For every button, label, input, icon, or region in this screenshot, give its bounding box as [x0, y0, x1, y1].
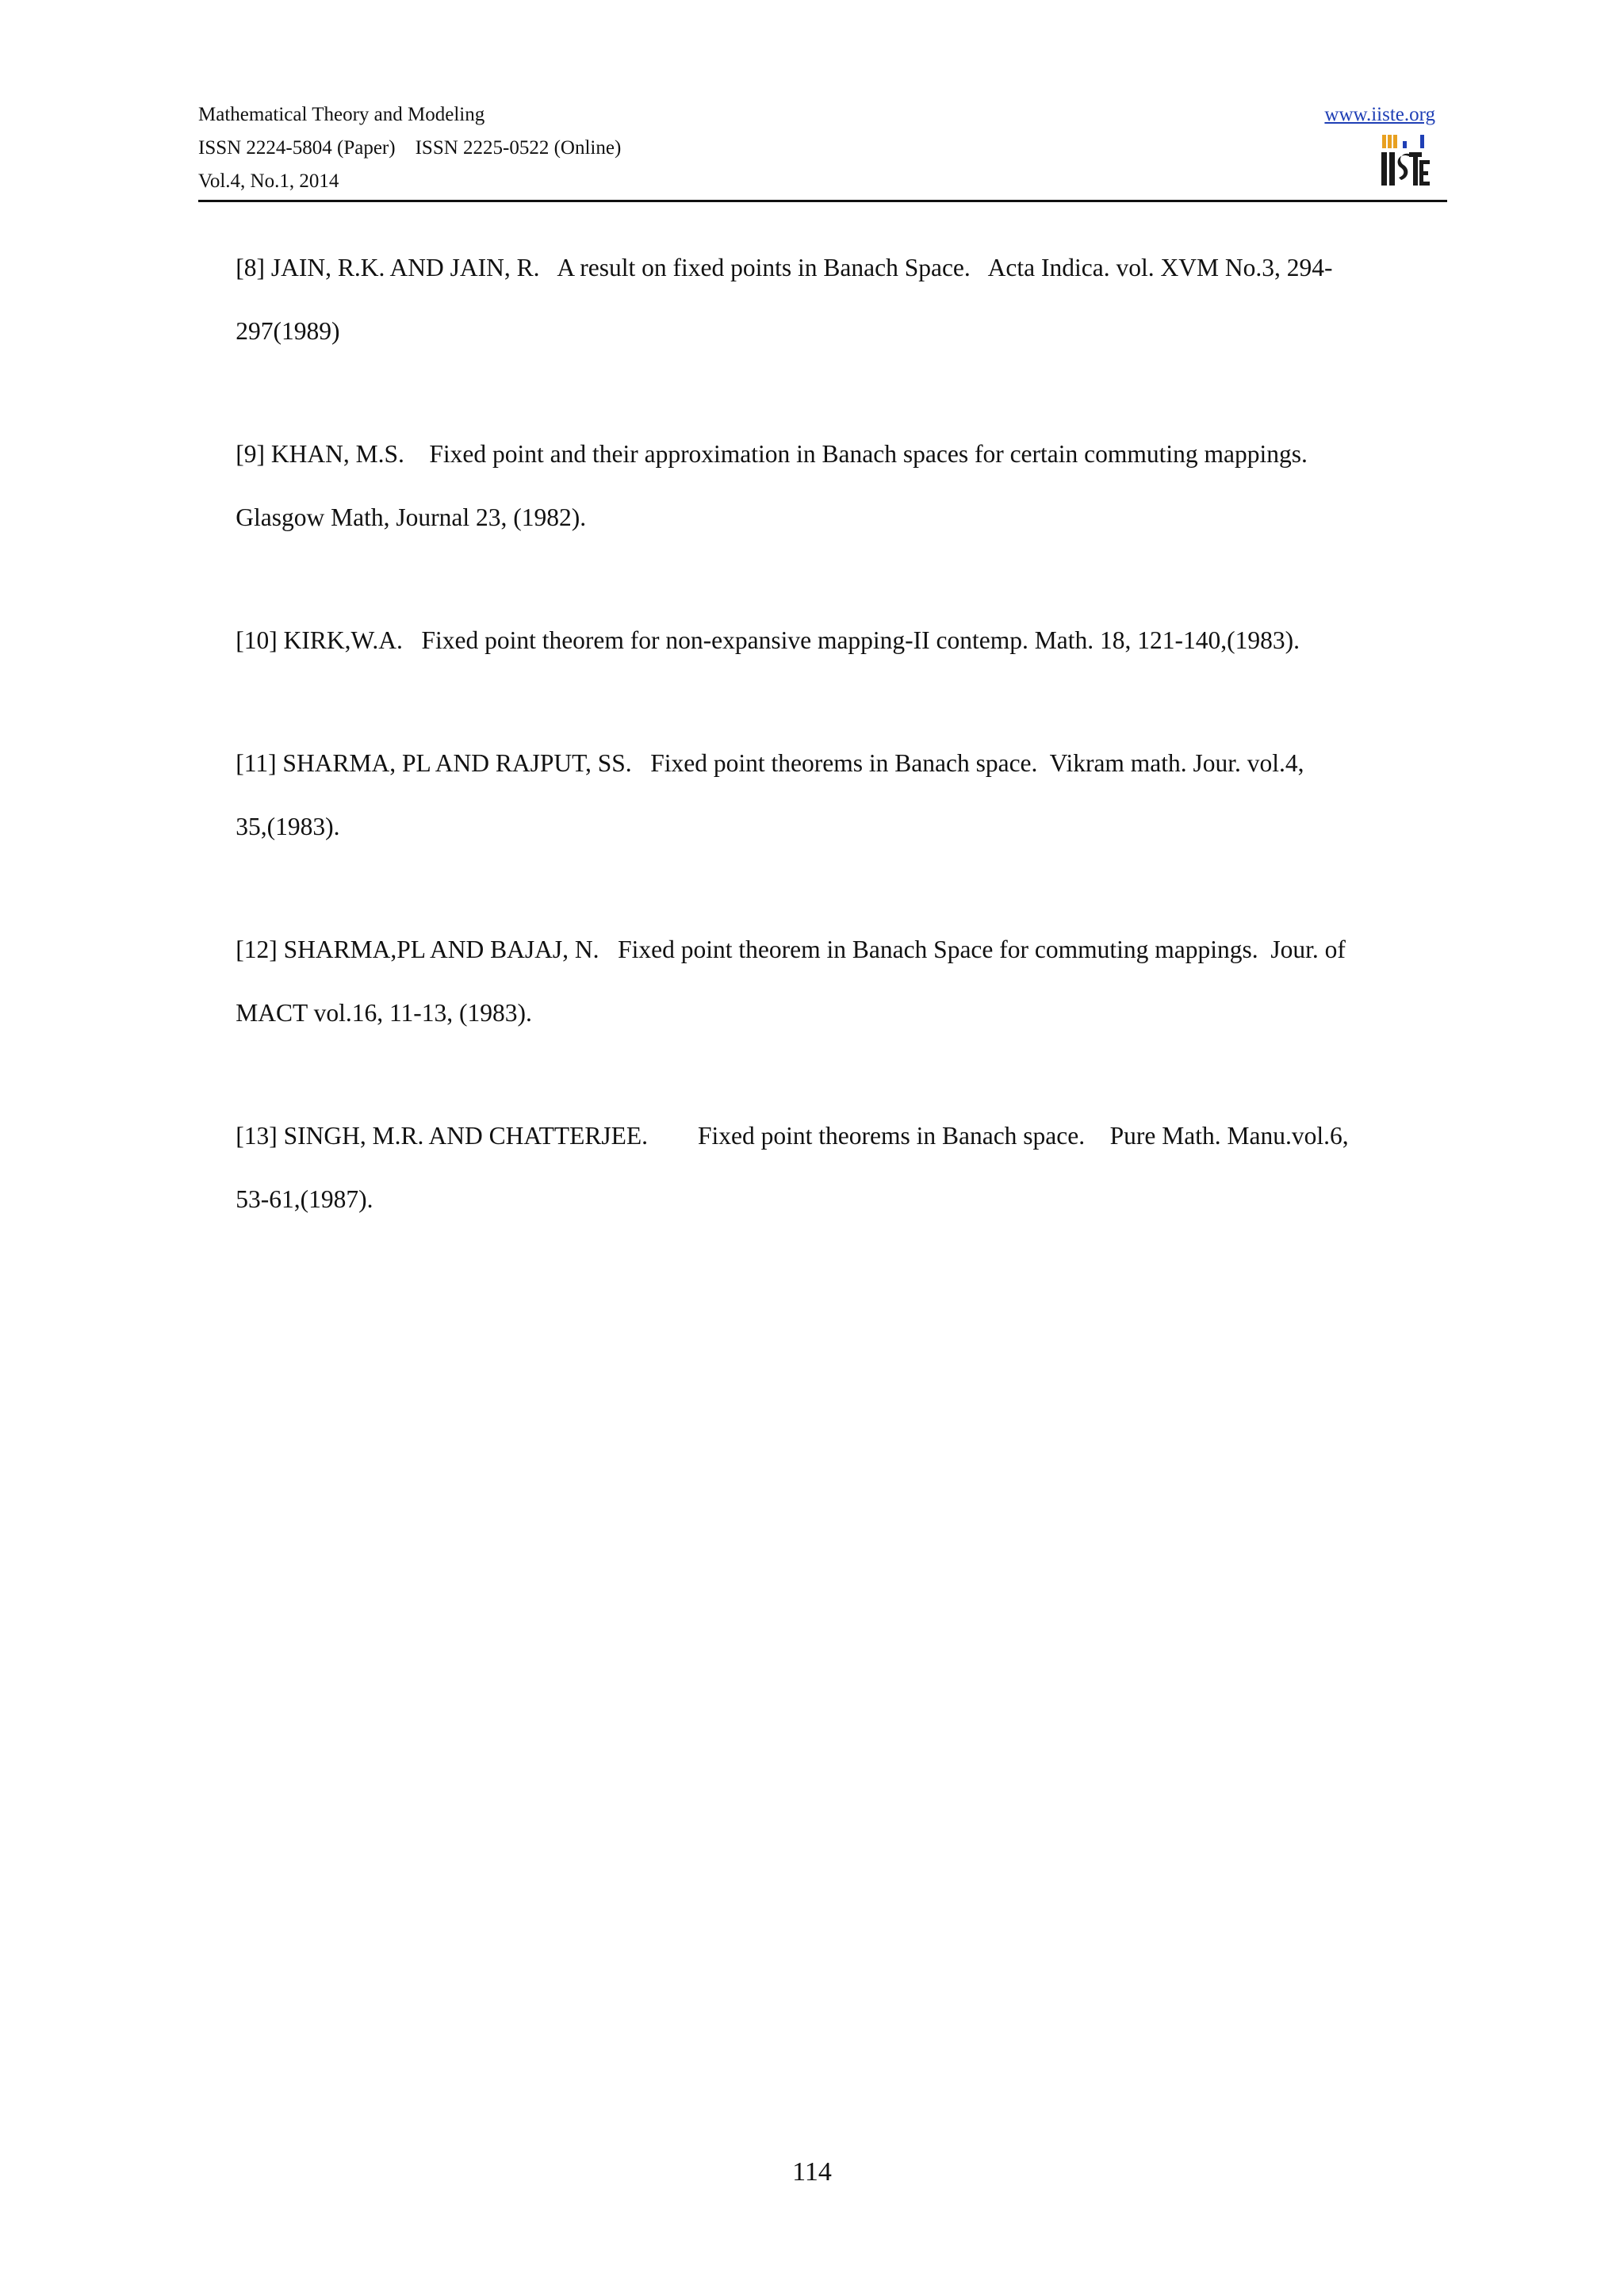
reference-9: [198, 407, 1443, 565]
logo-letter-t-stem: [1413, 152, 1418, 186]
logo-letter-e-top: [1419, 160, 1430, 164]
reference-10: [198, 593, 1443, 688]
journal-website-link[interactable]: www.iiste.org: [1324, 104, 1435, 125]
reference-13-line-2: 53-61,(1987).: [236, 1185, 373, 1213]
reference-12-line-1: [12] SHARMA,PL AND BAJAJ, N. Fixed point theorem in Banach Space for commuting mappings. Jour. of: [236, 936, 1346, 963]
reference-9-line-2: Glasgow Math, Journal 23, (1982).: [236, 503, 587, 531]
reference-8-line-1: [8] JAIN, R.K. AND JAIN, R. A result on fixed points in Banach Space. Acta Indica. vol. XVM No.3, 294-: [236, 254, 1333, 281]
reference-13-line-1: [13] SINGH, M.R. AND CHATTERJEE. Fixed point theorems in Banach space. Pure Math. Manu.vol.6,: [236, 1122, 1349, 1150]
reference-8: [198, 220, 1443, 379]
logo-bar-1: [1382, 135, 1386, 148]
logo-letter-i2: [1389, 152, 1395, 186]
logo-letter-e-bottom: [1419, 182, 1430, 186]
logo-bar-3: [1393, 135, 1397, 148]
reference-11-line-2: 35,(1983).: [236, 813, 340, 840]
journal-volume: Vol.4, No.1, 2014: [198, 170, 339, 192]
reference-12: [198, 902, 1443, 1061]
reference-11-line-1: [11] SHARMA, PL AND RAJPUT, SS. Fixed point theorems in Banach space. Vikram math. Jour. vol.4,: [236, 749, 1304, 777]
logo-letter-i1: [1381, 152, 1387, 186]
journal-issn: ISSN 2224-5804 (Paper) ISSN 2225-0522 (Online): [198, 137, 622, 159]
page-number: 114: [792, 2157, 832, 2187]
logo-bar-2: [1388, 135, 1392, 148]
reference-9-line-1: [9] KHAN, M.S. Fixed point and their approximation in Banach spaces for certain commuting mappings.: [236, 440, 1308, 468]
reference-list: [198, 220, 1443, 1275]
logo-letter-e-mid: [1419, 171, 1428, 175]
reference-12-line-2: MACT vol.16, 11-13, (1983).: [236, 999, 532, 1027]
journal-info: [198, 98, 621, 198]
reference-13: [198, 1089, 1443, 1247]
reference-11: [198, 716, 1443, 874]
header-divider: [198, 200, 1447, 202]
journal-title: Mathematical Theory and Modeling: [198, 104, 485, 125]
iiste-logo: [1377, 133, 1431, 187]
logo-bar-5: [1420, 135, 1424, 148]
reference-8-line-2: 297(1989): [236, 317, 340, 345]
logo-letter-s: [1398, 154, 1409, 180]
reference-10-line-1: [10] KIRK,W.A. Fixed point theorem for non-expansive mapping-II contemp. Math. 18, 121-140,(1983).: [236, 626, 1300, 654]
page-header: [198, 94, 1439, 201]
logo-bar-4: [1403, 141, 1407, 148]
